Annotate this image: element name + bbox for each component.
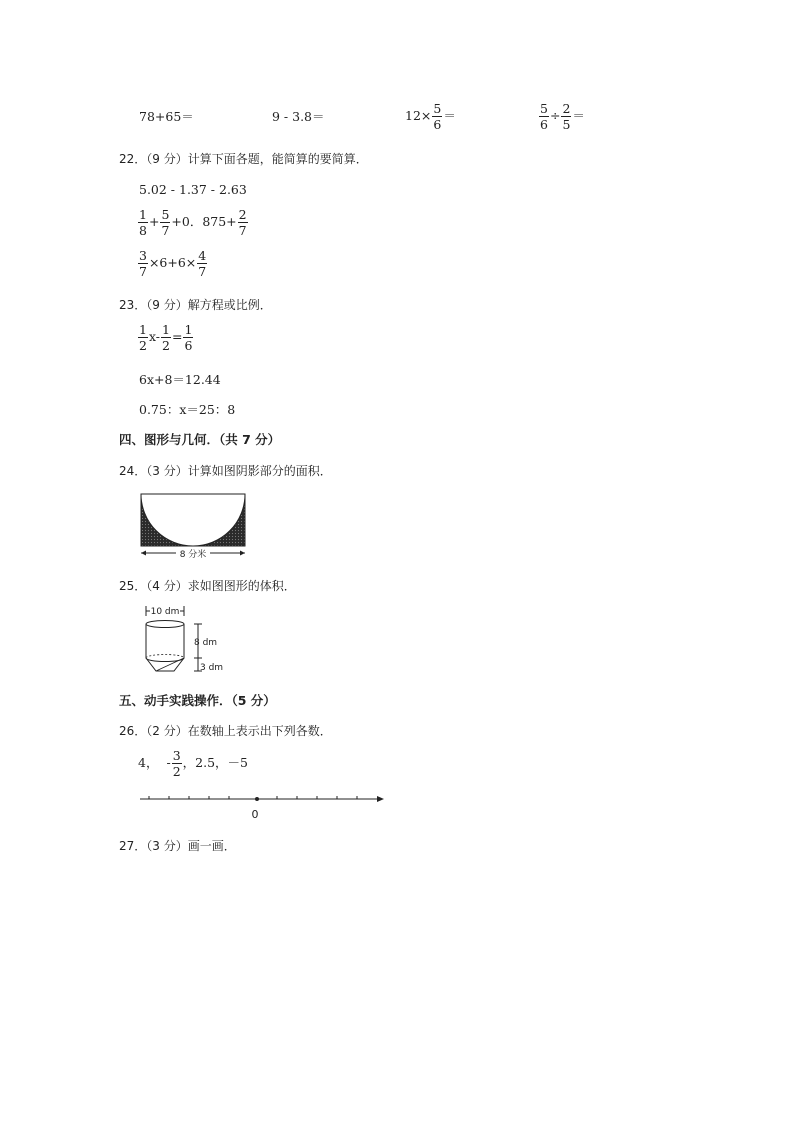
expr-78-plus-65: 78+65＝	[139, 109, 194, 124]
fraction: $\frac{1}{2}$	[139, 322, 147, 354]
fraction: $\frac{2}{7}$	[238, 207, 247, 239]
cone	[146, 658, 184, 671]
cylinder-bottom-hidden	[146, 655, 184, 659]
question-25-title: 25．（4 分）求如图图形的体积．	[119, 579, 296, 593]
fraction: $\frac{5}{7}$	[161, 207, 170, 239]
shaded-semicircle-figure	[138, 490, 250, 562]
fraction: $\frac{5}{6}$	[540, 101, 548, 133]
fraction: $\frac{3}{7}$	[139, 248, 147, 280]
numbers-rest: ，2.5，－5	[182, 755, 248, 771]
q23-line2: 6x+8＝12.44	[139, 372, 221, 387]
q22-line2	[137, 208, 249, 237]
expr-9-minus-3.8: 9 - 3.8＝	[272, 109, 325, 124]
fraction: $\frac{1}{8}$	[139, 207, 147, 239]
number-line	[140, 792, 390, 822]
expr-prefix: 12×	[405, 108, 432, 124]
equals: =	[171, 329, 183, 345]
top-dimension-label: 10 dm	[150, 607, 180, 617]
equals: ＝	[443, 108, 456, 124]
q22-line1: 5.02 - 1.37 - 2.63	[139, 182, 247, 197]
q23-line1	[137, 323, 194, 352]
question-24-title: 24．（3 分）计算如图阴影部分的面积．	[119, 464, 332, 478]
q26-numbers: 4， - $\frac{3}{2}$ ，2.5，－5	[138, 748, 248, 780]
axis-arrow	[377, 796, 384, 802]
fraction: $\frac{4}{7}$	[198, 248, 207, 280]
fraction: $\frac{5}{6}$	[433, 101, 442, 133]
cylinder-cone-figure	[140, 602, 230, 678]
expr-12-times-frac	[405, 102, 456, 131]
section-5-heading: 五、动手实践操作．（5 分）	[119, 693, 276, 708]
question-27-title: 27．（3 分）画一画．	[119, 839, 236, 853]
number-4: 4，	[138, 755, 159, 771]
arrow-left	[141, 551, 146, 556]
plus: +	[148, 214, 160, 230]
fraction: $\frac{1}{6}$	[184, 322, 193, 354]
height-dimension-label: 8 dm	[194, 638, 218, 648]
variable-x: x-	[148, 329, 161, 345]
equals: ＝	[572, 108, 585, 124]
fraction: $\frac{2}{5}$	[562, 101, 571, 133]
q23-line3: 0.75：x＝25：8	[139, 402, 236, 417]
arrow-right	[240, 551, 245, 556]
fraction: $\frac{3}{2}$	[172, 748, 181, 780]
origin-label: 0	[251, 808, 259, 821]
origin-dot	[255, 797, 259, 801]
fraction: $\frac{1}{2}$	[162, 322, 170, 354]
cone-height-label: 3 dm	[200, 663, 224, 673]
cone-slant	[156, 658, 184, 671]
question-23-title: 23．（9 分）解方程或比例．	[119, 298, 272, 312]
cylinder-top	[146, 621, 184, 628]
q22-line3	[137, 249, 208, 278]
dimension-label: 8 分米	[179, 550, 207, 560]
expr-frac-divide-frac	[538, 102, 585, 131]
divide-sign: ÷	[549, 108, 561, 124]
expr-middle: ×6+6×	[148, 255, 197, 271]
section-4-heading: 四、图形与几何．（共 7 分）	[119, 432, 281, 447]
question-26-title: 26．（2 分）在数轴上表示出下列各数．	[119, 724, 332, 738]
question-22-title: 22．（9 分）计算下面各题，能简算的要简算．	[119, 152, 368, 166]
expr-middle: +0．875+	[171, 214, 237, 230]
